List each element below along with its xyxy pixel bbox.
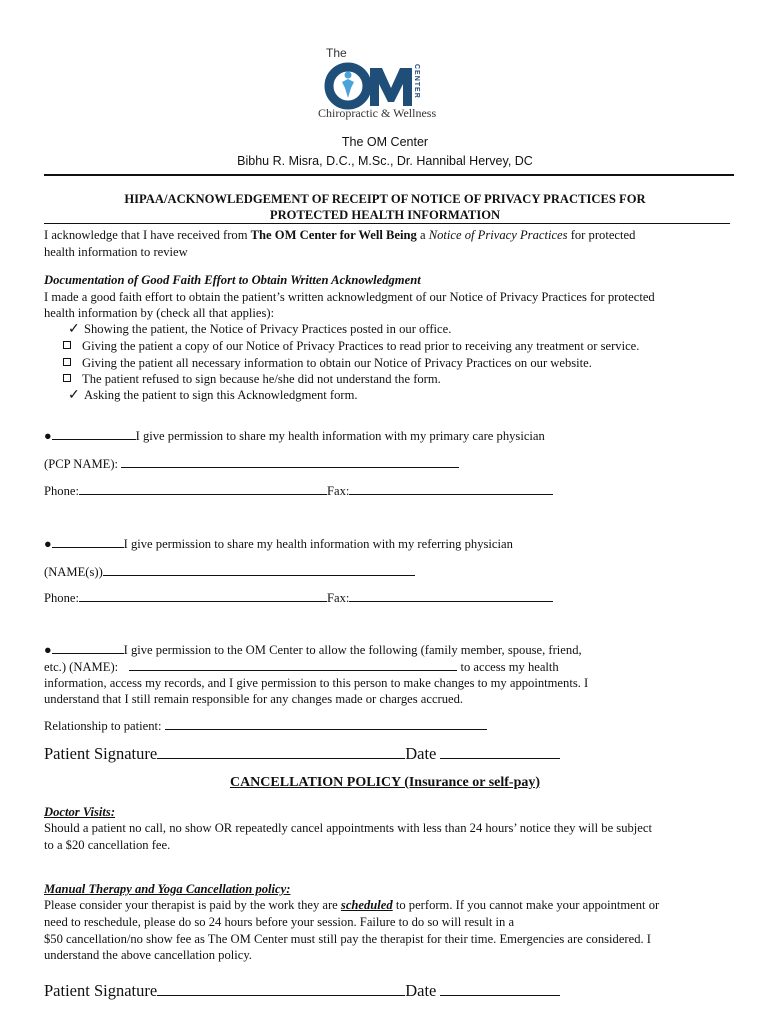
relationship-label: Relationship to patient: [44,719,162,733]
logo-subtitle: Chiropractic & Wellness [318,106,437,120]
family-initials-line[interactable] [52,641,124,654]
checklist-item-asking [68,387,358,404]
referring-name-field[interactable] [103,563,415,576]
title-line1: HIPAA/ACKNOWLEDGEMENT OF RECEIPT OF NOTICE OF PRIVACY PRACTICES FOR [124,192,646,206]
referring-name-label: (NAME(s)) [44,565,103,579]
logo [318,44,448,124]
bullet-icon: ● [44,643,52,657]
pcp-name-row [44,455,459,472]
ack-line2: health information to review [44,245,188,259]
referring-text: I give permission to share my health information with my referring physician [123,537,513,551]
date-field[interactable] [440,743,560,759]
documentation-heading: Documentation of Good Faith Effort to Obtain Written Acknowledgment [44,273,421,287]
signature-row-1 [44,743,560,764]
family-name-row [44,658,559,675]
checkbox-icon [63,341,71,349]
pcp-text: I give permission to share my health information with my primary care physician [135,429,545,443]
manual-therapy-heading: Manual Therapy and Yoga Cancellation policy: [44,882,291,896]
title-line2: PROTECTED HEALTH INFORMATION [269,208,501,222]
checklist-text: Asking the patient to sign this Acknowledgment form. [84,388,358,402]
checklist-text: Giving the patient a copy of our Notice of Privacy Practices to read prior to receiving any treatment or service. [82,339,640,353]
referring-phone-label: Phone: [44,591,79,605]
checklist-item-showing [68,321,451,338]
pcp-fax-field[interactable] [349,482,553,495]
date-label: Date [405,744,437,763]
signature-field[interactable] [157,743,405,759]
documentation-line1: I made a good faith effort to obtain the patient’s written acknowledgment of our Notice of Privacy Practices for protected [44,290,655,304]
family-text4: understand that I still remain responsible for any changes made or charges accrued. [44,692,464,706]
manual-line4: understand the above cancellation policy. [44,948,252,962]
logo-center: CENTER [413,64,420,99]
doctor-visits-line2: to a $20 cancellation fee. [44,838,171,852]
checklist-item-refused [63,371,441,387]
date-label: Date [405,981,437,1000]
pcp-name-label: (PCP NAME): [44,457,119,471]
pcp-phone-field[interactable] [79,482,327,495]
manual-line1-pre: Please consider your therapist is paid by the work they are [44,898,341,912]
family-name-field[interactable] [129,658,457,671]
referring-phone-field[interactable] [79,589,327,602]
pcp-phone-row [44,482,553,499]
doctor-visits-line1: Should a patient no call, no show OR repeatedly cancel appointments with less than 24 hours’ notice they will be subject [44,821,652,835]
checkmark-icon: ✓ [68,322,80,337]
ack-notice: Notice of Privacy Practices [428,228,568,242]
referring-name-row [44,563,415,580]
documentation-line2: health information by (check all that applies): [44,306,275,320]
checkbox-icon [63,358,71,366]
checkbox-icon [63,374,71,382]
manual-line1-post: to perform. If you cannot make your appointment or [392,898,660,912]
ack-line1 [44,227,635,243]
relationship-row [44,717,487,734]
referring-initials-line[interactable] [52,535,124,548]
family-access-text: to access my health [460,660,559,674]
date-field[interactable] [440,980,560,996]
ack-org: The OM Center for Well Being [250,228,417,242]
center-name: The OM Center [341,135,429,149]
referring-fax-field[interactable] [349,589,553,602]
ack-post: for protected [567,228,636,242]
relationship-field[interactable] [165,717,487,730]
ack-mid: a [416,228,429,242]
pcp-permission [44,427,545,444]
family-text1: I give permission to the OM Center to allow the following (family member, spouse, friend, [123,643,582,657]
title-underline [44,223,730,224]
referring-phone-row [44,589,553,606]
bullet-icon: ● [44,429,52,443]
manual-line3: $50 cancellation/no show fee as The OM Center must still pay the therapist for their time. Emergencies are considered. I [44,932,651,946]
pcp-initials-line[interactable] [52,427,136,440]
checklist-text: Giving the patient all necessary information to obtain our Notice of Privacy Practices on our website. [82,356,592,370]
family-permission [44,641,582,658]
header-divider [44,174,734,176]
doctors-line: Bibhu R. Misra, D.C., M.Sc., Dr. Hannibal Hervey, DC [237,154,533,168]
manual-line2: need to reschedule, please do so 24 hours before your session. Failure to do so will result in a [44,915,515,929]
logo-the: The [326,46,347,60]
checklist-text: Showing the patient, the Notice of Privacy Practices posted in our office. [84,322,452,336]
signature-label: Patient Signature [44,981,158,1000]
signature-label: Patient Signature [44,744,158,763]
referring-fax-label: Fax: [326,591,350,605]
referring-permission [44,535,513,552]
bullet-icon: ● [44,537,52,551]
manual-scheduled: scheduled [340,898,393,912]
signature-row-2 [44,980,560,1001]
pcp-fax-label: Fax: [326,484,350,498]
family-text3: information, access my records, and I give permission to this person to make changes to my appointments. I [44,676,589,690]
doctor-visits-heading: Doctor Visits: [44,805,116,819]
ack-pre: I acknowledge that I have received from [44,228,251,242]
family-name-label: etc.) (NAME): [44,660,119,674]
signature-field[interactable] [157,980,405,996]
checklist-item-website [63,355,592,371]
checklist-item-copy [63,338,639,354]
pcp-phone-label: Phone: [44,484,79,498]
cancellation-heading: CANCELLATION POLICY (Insurance or self-pay) [229,775,541,790]
checklist-text: The patient refused to sign because he/she did not understand the form. [82,372,441,386]
pcp-name-field[interactable] [121,455,459,468]
manual-line1 [44,897,659,913]
checkmark-icon: ✓ [68,388,80,403]
